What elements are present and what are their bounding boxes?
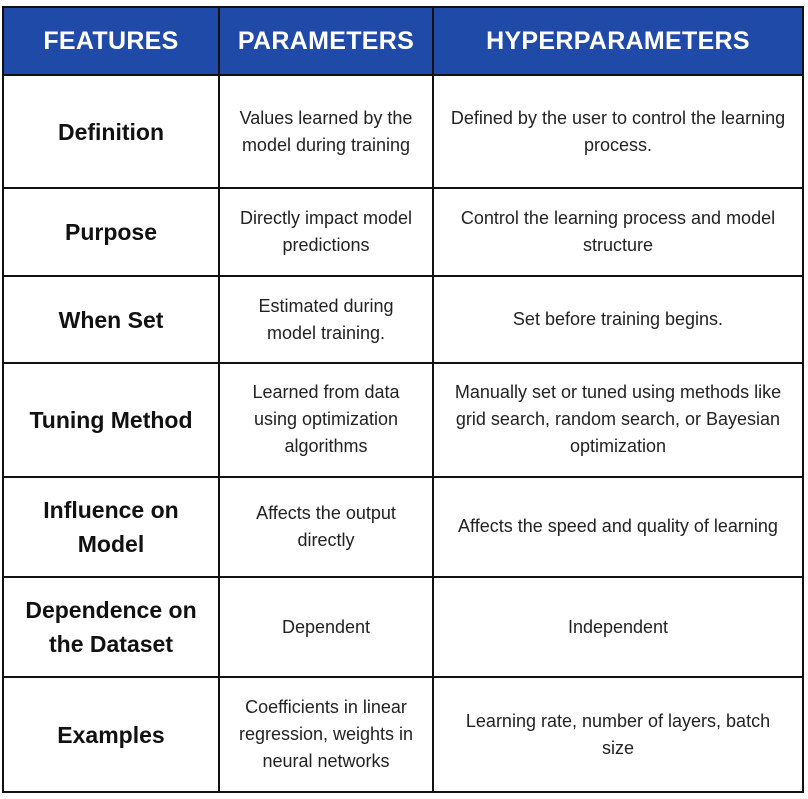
row-feature-influence-on-model: Influence on Model (3, 477, 219, 577)
row-parameters-examples: Coefficients in linear regression, weights in neural networks (219, 677, 433, 792)
row-parameters-definition: Values learned by the model during training (219, 75, 433, 188)
table-header-row (3, 7, 803, 75)
header-hyperparameters: HYPERPARAMETERS (433, 7, 803, 75)
row-feature-examples: Examples (3, 677, 219, 792)
row-parameters-dependence-on-dataset: Dependent (219, 577, 433, 677)
row-hyperparameters-tuning-method: Manually set or tuned using methods like grid search, random search, or Bayesian optimization (433, 363, 803, 476)
table-row (3, 75, 803, 188)
table-row (3, 477, 803, 577)
table-row (3, 188, 803, 275)
row-hyperparameters-examples: Learning rate, number of layers, batch size (433, 677, 803, 792)
row-parameters-tuning-method: Learned from data using optimization algorithms (219, 363, 433, 476)
row-feature-dependence-on-dataset: Dependence on the Dataset (3, 577, 219, 677)
row-parameters-when-set: Estimated during model training. (219, 276, 433, 363)
row-hyperparameters-definition: Defined by the user to control the learning process. (433, 75, 803, 188)
row-hyperparameters-purpose: Control the learning process and model structure (433, 188, 803, 275)
comparison-table-container (2, 6, 802, 793)
table-row (3, 677, 803, 792)
table-row (3, 363, 803, 476)
row-hyperparameters-when-set: Set before training begins. (433, 276, 803, 363)
row-feature-definition: Definition (3, 75, 219, 188)
table-row (3, 577, 803, 677)
row-feature-when-set: When Set (3, 276, 219, 363)
row-feature-purpose: Purpose (3, 188, 219, 275)
comparison-table (2, 6, 804, 793)
header-features: FEATURES (3, 7, 219, 75)
row-hyperparameters-dependence-on-dataset: Independent (433, 577, 803, 677)
row-parameters-influence-on-model: Affects the output directly (219, 477, 433, 577)
table-row (3, 276, 803, 363)
header-parameters: PARAMETERS (219, 7, 433, 75)
row-feature-tuning-method: Tuning Method (3, 363, 219, 476)
row-parameters-purpose: Directly impact model predictions (219, 188, 433, 275)
row-hyperparameters-influence-on-model: Affects the speed and quality of learning (433, 477, 803, 577)
